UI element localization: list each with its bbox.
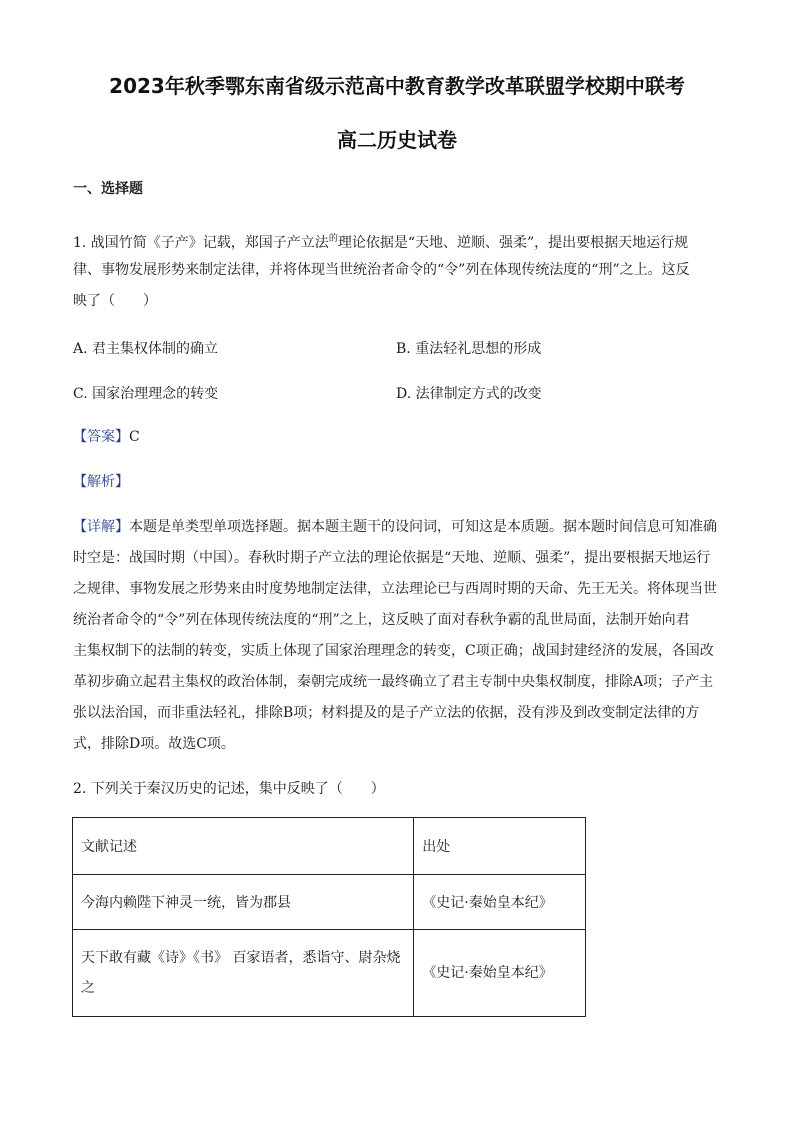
table-header-cell: 文献记述: [73, 818, 414, 875]
detail-line-3: 之规律、事物发展之形势来由时度势地制定法律，立法理论已与西周时期的天命、先王无关。将体现当世: [73, 581, 717, 597]
section-heading: 一、选择题: [73, 181, 143, 197]
detail-line-5: 主集权制下的法制的转变，实质上体现了国家治理理念的转变，C项正确；战国封建经济的发展，各国改: [73, 643, 714, 659]
option-b[interactable]: B. 重法轻礼思想的形成: [396, 341, 542, 357]
exam-subtitle: 高二历史试卷: [337, 128, 457, 152]
question-1-superscript: 的: [328, 234, 338, 244]
cell-line: 之: [81, 980, 95, 996]
detail-explanation: [73, 512, 733, 760]
detail-line-4: 统治者命令的“令”列在体现传统法度的“刑”之上，这反映了面对春秋争霸的乱世局面，法制开始向君: [73, 612, 690, 628]
question-2-line-1: 2. 下列关于秦汉历史的记述，集中反映了（ ）: [73, 781, 385, 797]
detail-line-2: 时空是：战国时期（中国）。春秋时期子产立法的理论依据是“天地、逆顺、强柔”，提出要根据天地运行: [73, 550, 711, 566]
detail-line-7: 张以法治国，而非重法轻礼，排除B项；材料提及的是子产立法的依据，没有涉及到改变制定法律的方: [73, 705, 700, 721]
table-header-row: [73, 818, 586, 875]
question-2-stem: [73, 774, 723, 805]
answer-line: [73, 426, 140, 446]
source-table: [72, 817, 586, 1017]
question-1-text-a: 1. 战国竹简《子产》记载，郑国子产立法: [73, 235, 329, 251]
cell-line: 天下敢有藏《诗》《书》 百家语者，悉诣守、尉杂烧: [81, 950, 401, 966]
table-cell-record: 今海内赖陛下神灵一统，皆为郡县: [73, 875, 414, 930]
option-c[interactable]: C. 国家治理理念的转变: [73, 386, 219, 402]
question-1-text-b: 理论依据是“天地、逆顺、强柔”，提出要根据天地运行规: [337, 235, 689, 251]
analysis-heading: [73, 471, 129, 491]
question-1-stem: [73, 224, 723, 317]
table-row: [73, 930, 586, 1017]
table-cell-source: 《史记·秦始皇本纪》: [414, 875, 586, 930]
table-header-cell: 出处: [414, 818, 586, 875]
analysis-tag: 【解析】: [73, 474, 129, 490]
answer-value: C: [129, 429, 140, 445]
option-d[interactable]: D. 法律制定方式的改变: [396, 386, 542, 402]
question-1-line-2: 律、事物发展形势来制定法律，并将体现当世统治者命令的“令”列在体现传统法度的“刑”之上。这反: [73, 262, 690, 278]
detail-line-6: 革初步确立起君主集权的政治体制，秦朝完成统一最终确立了君主专制中央集权制度，排除A项；子产主: [73, 674, 714, 690]
question-1-line-3: 映了（ ）: [73, 293, 157, 309]
question-1-line-1: [73, 224, 723, 255]
answer-tag: 【答案】: [73, 429, 129, 445]
detail-line-1: [73, 512, 733, 543]
table-row: [73, 875, 586, 930]
detail-line-8: 式，排除D项。故选C项。: [73, 736, 235, 752]
table-cell-record: [73, 930, 414, 1017]
detail-tag: 【详解】: [73, 519, 129, 535]
table-cell-source: 《史记·秦始皇本纪》: [414, 930, 586, 1017]
option-a[interactable]: A. 君主集权体制的确立: [73, 341, 219, 357]
detail-text: 本题是单类型单项选择题。据本题主题干的设问词，可知这是本质题。据本题时间信息可知准确: [129, 519, 717, 535]
exam-title: 2023年秋季鄂东南省级示范高中教育教学改革联盟学校期中联考: [109, 74, 685, 98]
